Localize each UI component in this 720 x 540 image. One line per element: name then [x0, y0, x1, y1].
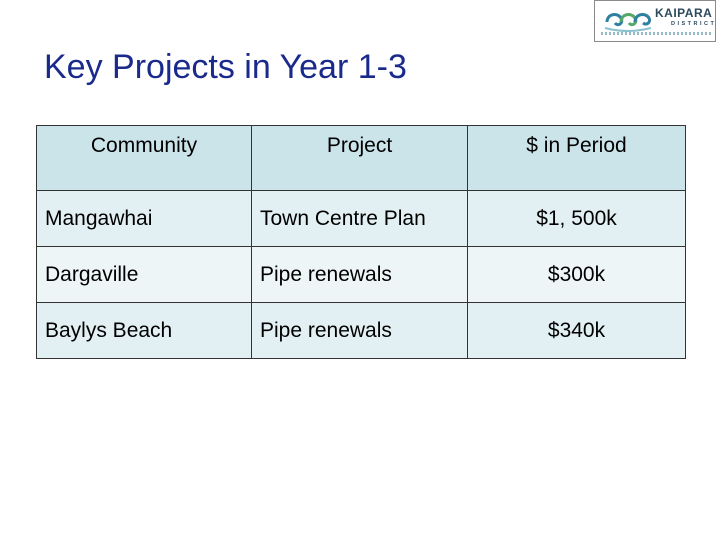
wave-emblem-icon	[603, 8, 653, 34]
projects-table	[36, 125, 686, 359]
cell-project: Pipe renewals	[252, 303, 468, 359]
cell-community: Baylys Beach	[37, 303, 252, 359]
table-row	[37, 191, 686, 247]
logo-tagline-strip	[601, 32, 711, 35]
header-community: Community	[37, 126, 252, 191]
cell-amount: $300k	[468, 247, 686, 303]
cell-community: Mangawhai	[37, 191, 252, 247]
cell-community: Dargaville	[37, 247, 252, 303]
table-row	[37, 247, 686, 303]
kaipara-logo	[594, 0, 716, 42]
cell-amount: $340k	[468, 303, 686, 359]
header-amount: $ in Period	[468, 126, 686, 191]
logo-wordmark: KAIPARA	[655, 6, 713, 20]
logo-subtitle: DISTRICT	[671, 21, 717, 27]
cell-project: Town Centre Plan	[252, 191, 468, 247]
slide-title: Key Projects in Year 1-3	[44, 48, 407, 86]
table-row	[37, 303, 686, 359]
cell-amount: $1, 500k	[468, 191, 686, 247]
table-header-row	[37, 126, 686, 191]
cell-project: Pipe renewals	[252, 247, 468, 303]
header-project: Project	[252, 126, 468, 191]
